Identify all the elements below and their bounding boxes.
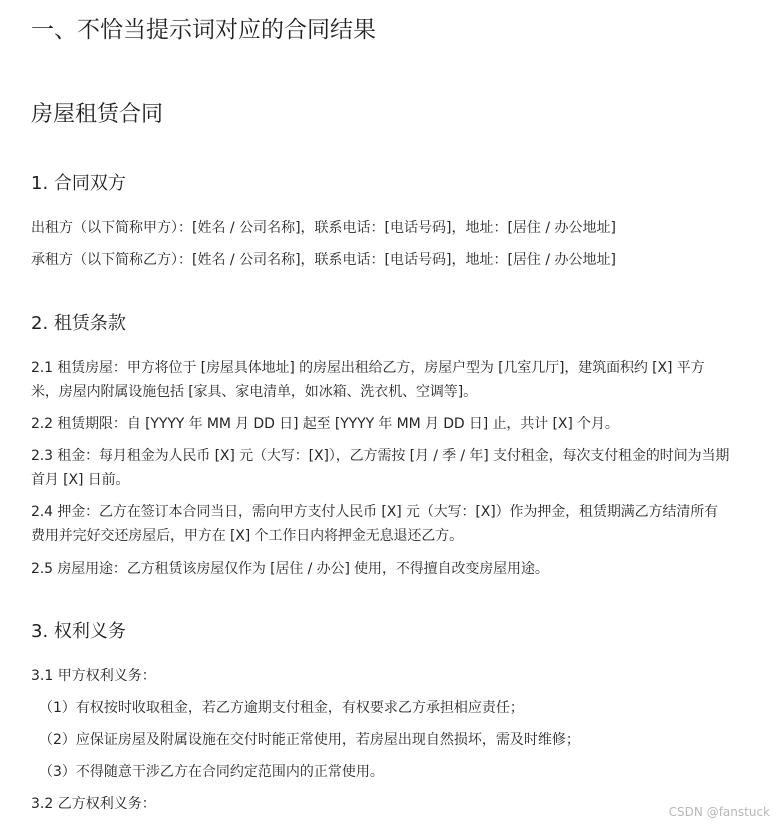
lessor-duty-3: （3）不得随意干涉乙方在合同约定范围内的正常使用。 [39,764,384,780]
watermark: CSDN @fanstuck [668,805,770,819]
lessor-line: 出租方（以下简称甲方）：[姓名 / 公司名称]，联系电话：[电话号码]，地址：[居住 / 办公地址] [31,220,617,236]
clause-2-4: 2.4 押金：乙方在签订本合同当日，需向甲方支付人民币 [X] 元（大写：[X]）作为押金，租赁期满乙方结清所有费用并完好交还房屋后，甲方在 [X] 个工作日内将押金无息退还乙方。 [31,504,719,544]
lessee-line: 承租方（以下简称乙方）：[姓名 / 公司名称]，联系电话：[电话号码]，地址：[居住 / 办公地址] [31,252,617,268]
section-heading: 一、不恰当提示词对应的合同结果 [31,17,376,43]
contract-title: 房屋租赁合同 [31,102,164,127]
section-3-title: 3. 权利义务 [31,621,126,642]
clause-2-1: 2.1 租赁房屋：甲方将位于 [房屋具体地址] 的房屋出租给乙方，房屋户型为 [几室几厅]，建筑面积约 [X] 平方米，房屋内附属设施包括 [家具、家电清单，如冰箱、洗衣机、空调等]。 [31,360,705,400]
section-2-title: 2. 租赁条款 [31,313,126,334]
clause-2-3: 2.3 租金：每月租金为人民币 [X] 元（大写：[X]），乙方需按 [月 / 季 / 年] 支付租金，每次支付租金的时间为当期首月 [X] 日前。 [31,448,730,488]
clause-2-5: 2.5 房屋用途：乙方租赁该房屋仅作为 [居住 / 办公] 使用，不得擅自改变房屋用途。 [31,561,549,577]
lessor-duty-2: （2）应保证房屋及附属设施在交付时能正常使用，若房屋出现自然损坏，需及时维修； [39,732,580,748]
clause-2-2: 2.2 租赁期限：自 [YYYY 年 MM 月 DD 日] 起至 [YYYY 年 MM 月 DD 日] 止，共计 [X] 个月。 [31,416,619,432]
clause-3-1: 3.1 甲方权利义务： [31,668,156,684]
clause-3-2: 3.2 乙方权利义务： [31,796,156,812]
lessor-duty-1: （1）有权按时收取租金，若乙方逾期支付租金，有权要求乙方承担相应责任； [39,700,524,716]
section-1-title: 1. 合同双方 [31,173,126,194]
